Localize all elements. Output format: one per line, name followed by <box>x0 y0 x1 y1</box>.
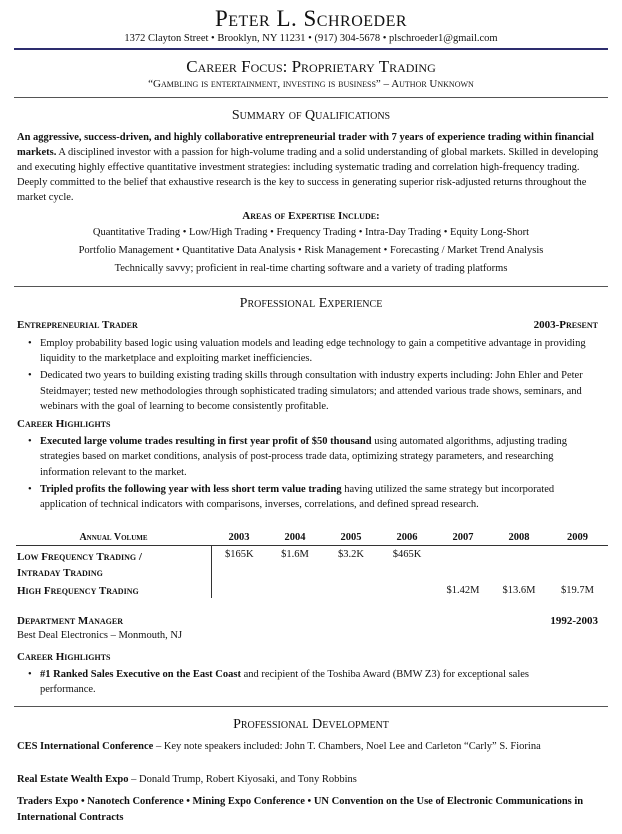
year-cell: 2005 <box>340 531 362 543</box>
list-item <box>18 434 592 480</box>
table-header-row <box>16 530 608 545</box>
annual-volume-table <box>16 530 608 598</box>
table-cell: $165K <box>211 545 267 582</box>
phone: (917) 304-5678 <box>314 33 381 44</box>
summary-lead: An aggressive, success-driven, and highly collaborative entrepreneurial trader with 7 years of experience trading within financial markets. <box>17 132 594 159</box>
job1-dates: 2003-Present <box>533 319 598 331</box>
table-cell <box>267 582 323 598</box>
job2-highlights-heading: Career Highlights <box>17 651 111 663</box>
highlight-bold: Tripled profits the following year with less short term value trading <box>40 483 342 495</box>
highlight-text: and recipient of the Toshiba Award (BMW Z3) for exceptional sales performance. <box>40 669 530 696</box>
table-cell <box>435 545 491 582</box>
job1-highlights-heading: Career Highlights <box>17 418 111 430</box>
row-label-line: Low Frequency Trading / <box>17 550 142 563</box>
expertise-line-2: Portfolio Management • Quantitative Data Analysis • Risk Management • Forecasting / Market Trend Analysis <box>78 245 544 256</box>
table-cell <box>379 582 435 598</box>
development-heading: Professional Development <box>233 717 389 732</box>
row-label: High Frequency Trading <box>17 584 139 597</box>
event-details: – Key note speakers included: John T. Chambers, Noel Lee and Carleton “Carly” S. Fiorina <box>153 741 541 752</box>
highlight-text: having utilized the same strategy but incorporated application of technical indicators with comparisons, inverses, correlations, and defined spread research. <box>40 483 555 511</box>
year-cell: 2004 <box>284 531 306 543</box>
year-cell: 2009 <box>567 531 588 543</box>
career-focus-quote: “Gambling is entertainment, investing is business” – Author Unknown <box>148 78 474 90</box>
table-row <box>16 545 608 582</box>
job1-title: Entrepreneurial Trader <box>17 319 138 331</box>
year-cell: 2006 <box>396 531 418 543</box>
year-cell: 2007 <box>452 531 474 543</box>
table-cell: $465K <box>392 548 422 560</box>
job1-highlights <box>18 434 592 512</box>
row-label <box>16 545 211 582</box>
table-row <box>16 582 608 598</box>
address: 1372 Clayton Street <box>124 33 209 44</box>
row-label-line: Intraday Trading <box>17 566 103 579</box>
list-item: • Dedicated two years to building existing trading skills through consultation with industry experts including: John Ehler and Peter Steidmayer; tested new methodologies through sophisticated trading simulators; and attended various trade shows, seminars, and webinars with the goal of learning to become consistently profitable. <box>18 368 592 414</box>
table-cell: $3.2K <box>338 548 364 560</box>
job2-title: Department Manager <box>17 615 123 627</box>
annual-volume-label: Annual Volume <box>79 531 148 543</box>
list-item: • Employ probability based logic using valuation models and leading edge technology to gain a competitive advantage in providing liquidity to the marketplace and exploiting market inefficiencies. <box>18 336 592 366</box>
experience-heading: Professional Experience <box>239 296 383 311</box>
expertise-line-1: Quantitative Trading • Low/High Trading • Frequency Trading • Intra-Day Trading • Equity Long-Short <box>92 227 530 238</box>
development-item-3 <box>17 794 598 825</box>
highlight-bold: Executed large volume trades resulting in first year profit of $50 thousand <box>40 436 372 447</box>
highlight-bold: #1 Ranked Sales Executive on the East Coast <box>40 669 241 680</box>
summary-text <box>17 130 602 205</box>
highlight-text: using automated algorithms, adjusting trading strategies based on market conditions, analysis of post-process trade data, optimizing strategy parameters, and researching information relevant to the market. <box>40 436 568 478</box>
table-cell: $19.7M <box>561 584 594 596</box>
table-cell <box>211 582 267 598</box>
job2-highlights <box>18 667 562 697</box>
summary-divider <box>14 286 608 287</box>
summary-body: A disciplined investor with a passion for high-volume trading and a solid understanding of global markets. Skilled in developing and executing highly effective quantitative investment strategies: including systematic trading and correlation high-frequency trading. Deeply committed to the belief that exhaustive research is the key to success in generating superior risk-adjusted returns throughout the market cycle. <box>17 147 599 204</box>
table-cell <box>547 545 608 582</box>
table-cell: $1.6M <box>281 548 309 560</box>
table-cell <box>323 582 379 598</box>
summary-heading: Summary of Qualifications <box>231 108 391 123</box>
contact-line: 1372 Clayton Street • Brooklyn, NY 11231 • (917) 304-5678 • plschroeder1@gmail.com <box>124 33 498 44</box>
expertise-line-3: Technically savvy; proficient in real-time charting software and a variety of trading platforms <box>114 263 508 274</box>
experience-divider <box>14 706 608 707</box>
expertise-heading: Areas of Expertise Include: <box>242 210 380 222</box>
email[interactable]: plschroeder1@gmail.com <box>389 33 498 44</box>
list-item <box>18 482 592 513</box>
job2-employer: Best Deal Electronics – Monmouth, NJ <box>17 630 183 641</box>
table-cell <box>491 545 547 582</box>
event-name: CES International Conference <box>17 741 154 752</box>
year-cell: 2003 <box>228 531 250 543</box>
job2-dates: 1992-2003 <box>550 615 598 627</box>
city: Brooklyn, NY 11231 <box>217 33 306 44</box>
development-item-2 <box>17 774 598 785</box>
development-item-1 <box>17 739 598 755</box>
event-list: Traders Expo • Nanotech Conference • Mining Expo Conference • UN Convention on the Use of Electronic Communications in International Contracts <box>17 796 584 823</box>
year-cell: 2008 <box>508 531 530 543</box>
list-item <box>18 667 562 697</box>
job1-duties <box>18 336 592 414</box>
header-divider <box>14 48 608 50</box>
table-cell: $1.42M <box>446 584 480 596</box>
table-cell: $13.6M <box>502 584 536 596</box>
event-details: – Donald Trump, Robert Kiyosaki, and Tony Robbins <box>128 774 357 785</box>
career-focus-title: Career Focus: Proprietary Trading <box>186 57 436 76</box>
focus-divider <box>14 97 608 98</box>
candidate-name: Peter L. Schroeder <box>214 6 408 31</box>
event-name: Real Estate Wealth Expo <box>17 774 129 785</box>
